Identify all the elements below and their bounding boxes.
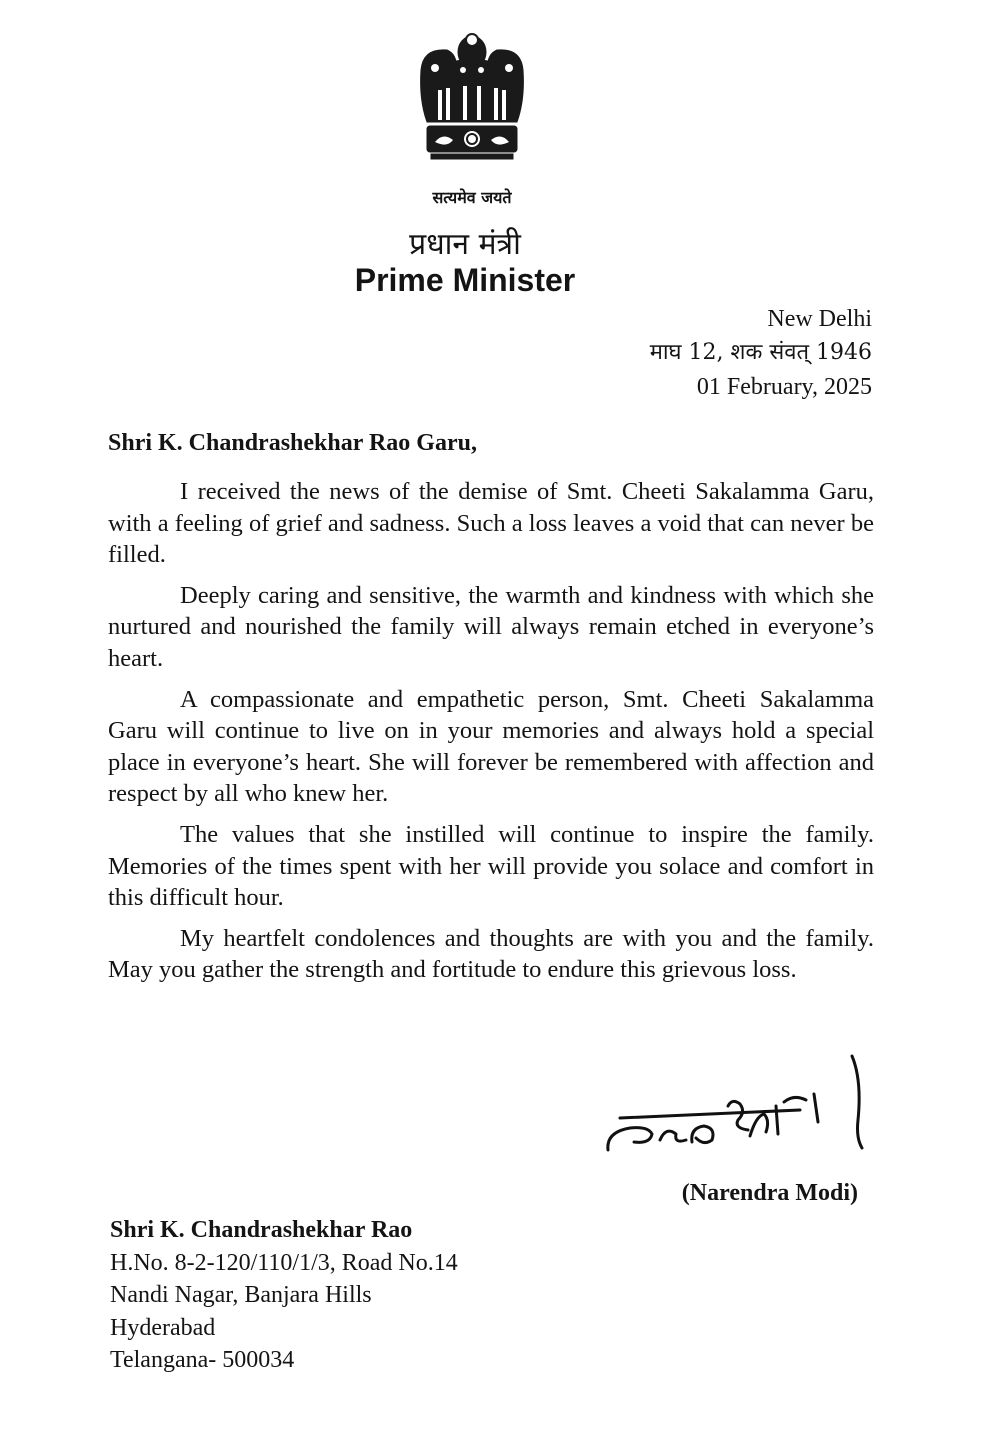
date-block bbox=[650, 302, 872, 404]
salutation: Shri K. Chandrashekhar Rao Garu, bbox=[108, 430, 477, 456]
handwritten-signature bbox=[600, 1050, 870, 1160]
national-emblem-icon bbox=[413, 30, 531, 180]
body-paragraph: I received the news of the demise of Smt. Cheeti Sakalamma Garu, with a feeling of grief and sadness. Such a loss leaves a void that can never be filled. bbox=[108, 478, 874, 569]
recipient-name: Shri K. Chandrashekhar Rao bbox=[110, 1217, 413, 1243]
letter-body bbox=[108, 476, 874, 995]
body-paragraph: A compassionate and empathetic person, Smt. Cheeti Sakalamma Garu will continue to live on in your memories and always hold a special place in everyone’s heart. She will forever be remembered with affection and respect by all who knew her. bbox=[108, 685, 874, 808]
recipient-address bbox=[110, 1214, 458, 1377]
date-gregorian: 01 February, 2025 bbox=[696, 374, 872, 400]
emblem-motto: सत्यमेव जयते bbox=[432, 188, 512, 207]
office-title-hindi: प्रधान मंत्री bbox=[409, 227, 521, 262]
office-title-english: Prime Minister bbox=[354, 262, 576, 298]
body-paragraph: Deeply caring and sensitive, the warmth and kindness with which she nurtured and nourished the family will always remain etched in everyone’s heart. bbox=[108, 581, 874, 672]
signer-name: (Narendra Modi) bbox=[681, 1180, 858, 1206]
address-line: Telangana- 500034 bbox=[110, 1347, 295, 1373]
body-paragraph: The values that she instilled will continue to inspire the family. Memories of the times spent with her will provide you solace and comfort in this difficult hour. bbox=[108, 820, 874, 912]
body-paragraph: My heartfelt condolences and thoughts are with you and the family. May you gather the strength and fortitude to endure this grievous loss. bbox=[108, 924, 874, 984]
address-line: Hyderabad bbox=[110, 1314, 216, 1341]
address-line: H.No. 8-2-120/110/1/3, Road No.14 bbox=[110, 1249, 458, 1276]
address-line: Nandi Nagar, Banjara Hills bbox=[110, 1282, 372, 1308]
date-saka: माघ 12, शक संवत् 1946 bbox=[649, 340, 872, 365]
place: New Delhi bbox=[767, 306, 872, 332]
